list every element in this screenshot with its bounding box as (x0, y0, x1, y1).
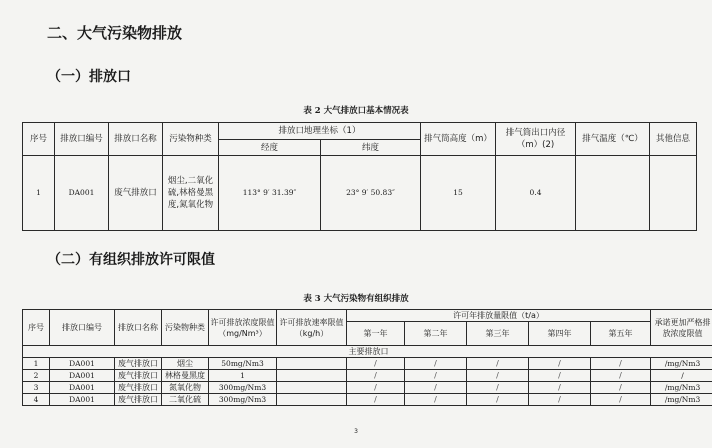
header-conc-limit: 许可排放浓度限值（mg/Nm³） (209, 310, 277, 346)
cell-outlet-name: 废气排放口 (115, 382, 162, 394)
cell-seq: 1 (23, 358, 50, 370)
group-row-main-outlets: 主要排放口 (23, 346, 712, 358)
cell-seq: 2 (23, 370, 50, 382)
table-row (23, 156, 697, 231)
cell-seq: 3 (23, 382, 50, 394)
cell-conc-limit: 300mg/Nm3 (209, 394, 277, 406)
cell-year-5: / (591, 358, 651, 370)
cell-seq: 1 (23, 156, 55, 231)
cell-year-5: / (591, 370, 651, 382)
table-row (23, 394, 712, 406)
cell-year-3: / (467, 370, 529, 382)
cell-outlet-name: 废气排放口 (109, 156, 163, 231)
header-outlet-code: 排放口编号 (55, 123, 109, 156)
cell-exhaust-temp (576, 156, 650, 231)
cell-conc-limit: 1 (209, 370, 277, 382)
table3-caption: 表 3 大气污染物有组织排放 (303, 294, 409, 304)
cell-pollutant: 烟尘,二氧化硫,林格曼黑度,氮氧化物 (163, 156, 219, 231)
cell-rate-limit (277, 394, 347, 406)
page-number: 3 (354, 428, 358, 435)
cell-outlet-name: 废气排放口 (115, 370, 162, 382)
header-other-info: 其他信息 (650, 123, 697, 156)
header-year-5: 第五年 (591, 322, 651, 346)
header-year-4: 第四年 (529, 322, 591, 346)
header-year-2: 第二年 (405, 322, 467, 346)
cell-pollutant: 二氧化硫 (162, 394, 209, 406)
cell-outlet-code: DA001 (50, 394, 115, 406)
header-coordinates: 排放口地理坐标（1） (219, 123, 421, 140)
table-row (23, 370, 712, 382)
header-pollutant: 污染物种类 (162, 310, 209, 346)
cell-outlet-code: DA001 (50, 358, 115, 370)
cell-year-2: / (405, 394, 467, 406)
cell-year-5: / (591, 394, 651, 406)
cell-outlet-name: 废气排放口 (115, 358, 162, 370)
organized-emission-table (22, 309, 712, 406)
cell-outlet-code: DA001 (50, 370, 115, 382)
cell-year-3: / (467, 358, 529, 370)
header-stricter-limit: 承诺更加严格排放浓度限值 (651, 310, 712, 346)
section-title: 二、大气污染物排放 (47, 24, 183, 42)
header-seq: 序号 (23, 123, 55, 156)
cell-stack-diameter: 0.4 (496, 156, 576, 231)
subsection-title-limits: （二）有组织排放许可限值 (47, 252, 215, 268)
cell-year-1: / (347, 358, 405, 370)
header-rate-limit: 许可排放速率限值（kg/h） (277, 310, 347, 346)
cell-rate-limit (277, 370, 347, 382)
cell-year-1: / (347, 394, 405, 406)
header-annual-limit: 许可年排放量限值（t/a） (347, 310, 651, 322)
cell-year-4: / (529, 394, 591, 406)
cell-year-2: / (405, 382, 467, 394)
cell-year-1: / (347, 382, 405, 394)
cell-year-5: / (591, 382, 651, 394)
table-row (23, 358, 712, 370)
cell-outlet-code: DA001 (55, 156, 109, 231)
outlet-basic-table (22, 122, 697, 231)
table2-caption: 表 2 大气排放口基本情况表 (303, 106, 409, 116)
header-year-1: 第一年 (347, 322, 405, 346)
cell-rate-limit (277, 382, 347, 394)
table-row (23, 382, 712, 394)
header-outlet-name: 排放口名称 (109, 123, 163, 156)
cell-stricter-limit: /mg/Nm3 (651, 358, 712, 370)
header-outlet-name: 排放口名称 (115, 310, 162, 346)
cell-stricter-limit: /mg/Nm3 (651, 394, 712, 406)
cell-pollutant: 氮氧化物 (162, 382, 209, 394)
cell-outlet-name: 废气排放口 (115, 394, 162, 406)
cell-other-info (650, 156, 697, 231)
cell-longitude: 113° 9′ 31.39″ (219, 156, 321, 231)
header-longitude: 经度 (219, 140, 321, 156)
subsection-title-outlets: （一）排放口 (47, 69, 131, 85)
cell-rate-limit (277, 358, 347, 370)
cell-conc-limit: 50mg/Nm3 (209, 358, 277, 370)
cell-year-4: / (529, 382, 591, 394)
header-stack-diameter: 排气筒出口内径（m）(2) (496, 123, 576, 156)
header-outlet-code: 排放口编号 (50, 310, 115, 346)
cell-stack-height: 15 (421, 156, 496, 231)
cell-year-1: / (347, 370, 405, 382)
cell-outlet-code: DA001 (50, 382, 115, 394)
header-pollutant: 污染物种类 (163, 123, 219, 156)
cell-conc-limit: 300mg/Nm3 (209, 382, 277, 394)
cell-year-3: / (467, 394, 529, 406)
cell-year-4: / (529, 370, 591, 382)
header-stack-height: 排气筒高度（m） (421, 123, 496, 156)
cell-year-3: / (467, 382, 529, 394)
header-year-3: 第三年 (467, 322, 529, 346)
cell-seq: 4 (23, 394, 50, 406)
cell-latitude: 23° 9′ 50.83″ (321, 156, 421, 231)
cell-stricter-limit: /mg/Nm3 (651, 382, 712, 394)
cell-year-2: / (405, 358, 467, 370)
cell-year-4: / (529, 358, 591, 370)
cell-pollutant: 林格曼黑度 (162, 370, 209, 382)
header-exhaust-temp: 排气温度（℃） (576, 123, 650, 156)
cell-stricter-limit: / (651, 370, 712, 382)
cell-pollutant: 烟尘 (162, 358, 209, 370)
header-latitude: 纬度 (321, 140, 421, 156)
header-seq: 序号 (23, 310, 50, 346)
cell-year-2: / (405, 370, 467, 382)
